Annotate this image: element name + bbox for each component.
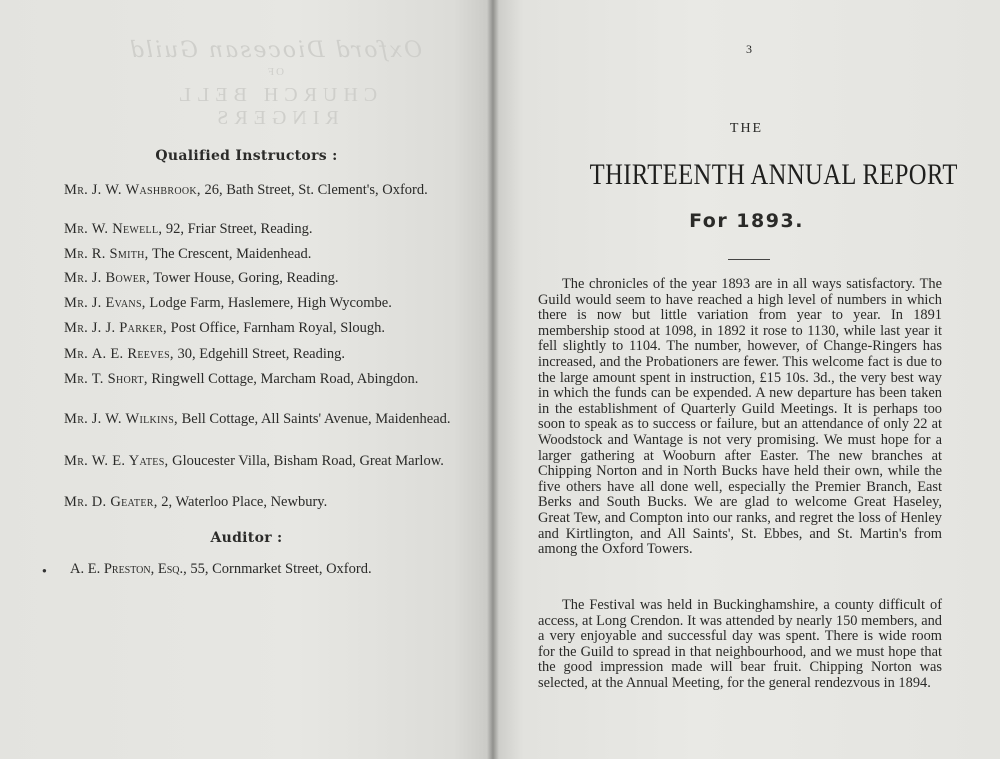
instructor-address: 26, Bath Street, St. Clement's, Oxford. (204, 182, 428, 198)
margin-mark-icon: ● (42, 566, 47, 575)
instructor-name: W. E. Yates, (91, 453, 169, 469)
list-item (64, 221, 464, 238)
instructor-title: Mr. (64, 371, 89, 387)
list-item (64, 295, 464, 312)
instructor-name: J. J. Parker, (91, 320, 167, 336)
instructor-name: J. Evans, (91, 295, 146, 311)
instructor-address: Bell Cottage, All Saints' Avenue, Maidenhead. (181, 411, 451, 427)
instructor-title: Mr. (64, 182, 89, 198)
instructor-name: W. Newell, (91, 221, 163, 237)
book-gutter (487, 0, 499, 759)
instructor-address: Lodge Farm, Haslemere, High Wycombe. (149, 295, 392, 311)
list-item (64, 270, 464, 287)
instructors-heading: Qualified Instructors : (155, 148, 338, 164)
show-through-title: CHURCH BELL RINGERS (172, 84, 378, 129)
instructor-address: 30, Edgehill Street, Reading. (177, 346, 346, 362)
left-page (0, 0, 493, 759)
instructor-title: Mr. (64, 453, 89, 469)
instructor-title: Mr. (64, 494, 89, 510)
list-item (64, 182, 464, 199)
instructor-name: J. W. Wilkins, (91, 411, 178, 427)
auditor-address: 55, Cornmarket Street, Oxford. (190, 561, 372, 577)
instructor-title: Mr. (64, 270, 89, 286)
report-paragraph-1: The chronicles of the year 1893 are in all ways satisfactory. The Guild would seem to have reached a high level of numbers in which there is now but little variation from year to year. In 1891 membership stood at 1098, in 1892 it rose to 1130, while last year it fell slightly to 1104. The number, however, of Change-Ringers has increased, and the Probationers are fewer. This welcome fact is due to the large amount spent in instruction, £15 10s. 3d., the very best way in which the funds can be expended. A new departure has been taken in the establishment of Quarterly Guild Meetings. It is perhaps too soon to speak as to success or failure, but an attendance of only 22 at Woodstock and Wantage is not very promising. We must hope for a larger gathering at Wooburn after Easter. The new branches at Chipping Norton and in North Bucks have held their own, while the five others have all done well, especially the Premier Branch, East Berks and South Bucks. We are glad to welcome Great Haseley, Great Tew, and Compton into our ranks, and regret the loss of Henley and Kirtlington, and All Saints', St. Ebbes, and St. Martin's from among the Oxford Towers. (538, 276, 942, 558)
auditor-entry (70, 561, 470, 578)
instructor-name: T. Short, (91, 371, 148, 387)
instructor-name: J. W. Washbrook, (91, 182, 201, 198)
show-through-heading: Oxford Diocesan Guild (127, 38, 423, 63)
instructor-address: 2, Waterloo Place, Newbury. (161, 494, 328, 510)
report-subtitle: For 1893. (689, 210, 804, 232)
instructor-address: Ringwell Cottage, Marcham Road, Abingdon. (151, 371, 419, 387)
report-title: THIRTEENTH ANNUAL REPORT (589, 158, 958, 191)
list-item (64, 346, 464, 363)
show-through-subheading: OF (265, 66, 285, 78)
instructor-address: The Crescent, Maidenhead. (151, 246, 312, 262)
divider-rule (728, 259, 770, 260)
list-item (64, 453, 464, 470)
instructor-title: Mr. (64, 295, 89, 311)
instructor-name: R. Smith, (91, 246, 149, 262)
instructor-name: D. Geater, (91, 494, 158, 510)
instructor-name: A. E. Reeves, (91, 346, 174, 362)
instructor-title: Mr. (64, 221, 89, 237)
page-number: 3 (746, 42, 752, 56)
auditor-name: A. E. Preston, Esq., (70, 561, 187, 577)
instructor-title: Mr. (64, 320, 89, 336)
instructor-address: Gloucester Villa, Bisham Road, Great Marlow. (172, 453, 444, 469)
report-the: THE (729, 121, 764, 136)
list-item (64, 320, 464, 337)
instructor-title: Mr. (64, 411, 89, 427)
instructor-address: 92, Friar Street, Reading. (165, 221, 313, 237)
list-item (64, 246, 464, 263)
list-item (64, 411, 464, 428)
auditor-heading: Auditor : (210, 530, 283, 546)
report-paragraph-2: The Festival was held in Buckinghamshire, a county difficult of access, at Long Crendon. It was attended by nearly 150 members, and a very enjoyable and successful day was spent. There is wide room for the Guild to spread in that neighbourhood, and we must hope that the good impression made will bear fruit. Chipping Norton was selected, at the Annual Meeting, for the general rendezvous in 1894. (538, 597, 942, 691)
list-item (64, 371, 464, 388)
instructor-address: Tower House, Goring, Reading. (153, 270, 339, 286)
instructor-title: Mr. (64, 346, 89, 362)
instructor-name: J. Bower, (91, 270, 151, 286)
instructor-title: Mr. (64, 246, 89, 262)
instructor-address: Post Office, Farnham Royal, Slough. (170, 320, 386, 336)
list-item (64, 494, 464, 511)
